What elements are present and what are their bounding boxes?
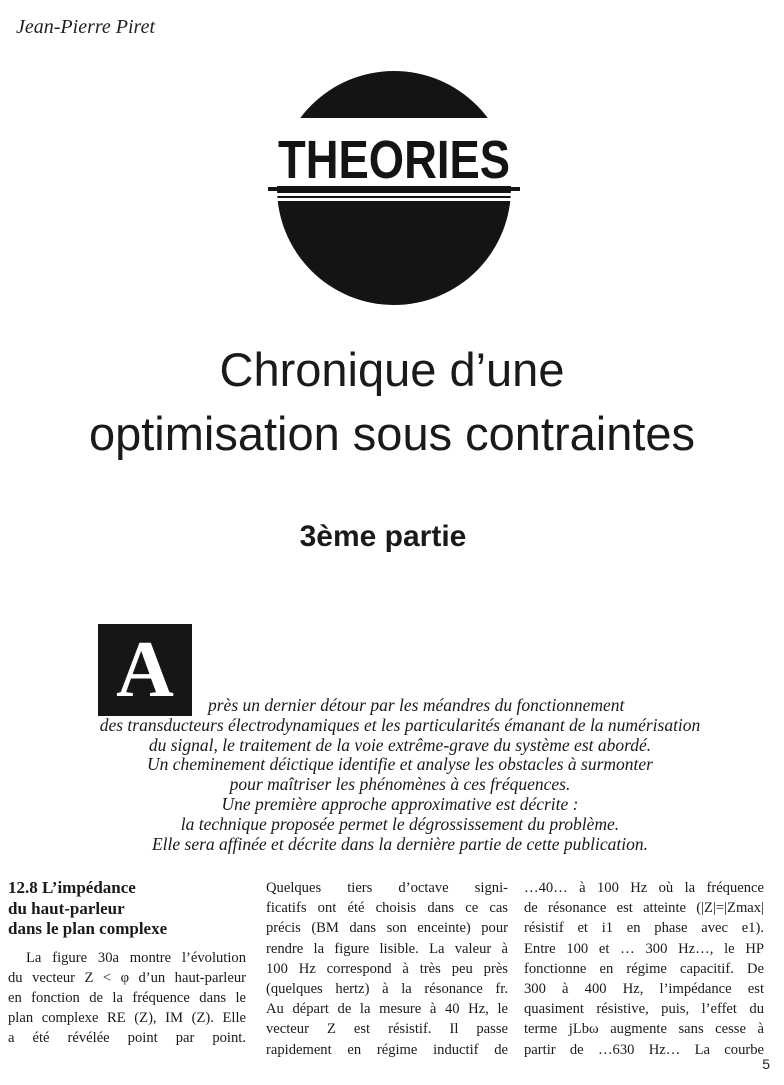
- section-heading-line: 12.8 L’impédance: [8, 878, 136, 897]
- section-heading-line: du haut-parleur: [8, 898, 125, 918]
- theories-logo: [268, 70, 520, 306]
- body-line: du vecteur Z < φ d’un haut-parleur: [8, 969, 246, 986]
- body-line: rendre la figure lisible. La valeur à: [266, 940, 508, 957]
- section-heading-line: dans le plan complexe: [8, 919, 168, 938]
- body-line: quasiment résistive, puis, l’effet du: [524, 1001, 764, 1018]
- body-line: en fonction de la fréquence dans le: [8, 989, 246, 1006]
- body-line: terme jLbω augmente sans cesse à: [524, 1021, 764, 1038]
- intro-line: pour maîtriser les phénomènes à ces fréquences.: [229, 774, 571, 795]
- body-line: rapidement en régime inductif de: [266, 1041, 508, 1058]
- intro-line: Elle sera affinée et décrite dans la dernière partie de cette publication.: [151, 833, 649, 854]
- section-heading: [8, 878, 246, 940]
- body-line: vecteur Z est résistif. Il passe: [266, 1021, 508, 1038]
- intro-line: la technique proposée permet le dégrossissement du problème.: [180, 813, 620, 834]
- body-line: de résonance est atteinte (|Z|=|Zmax|: [524, 900, 764, 917]
- title-line: Chronique d’une: [219, 343, 565, 396]
- page-number: 5: [762, 1056, 770, 1072]
- body-line: plan complexe RE (Z), IM (Z). Elle: [8, 1010, 246, 1027]
- body-line: fonctionne en régime capacitif. De: [524, 960, 764, 977]
- intro-line: du signal, le traitement de la voie extrême-grave du système est abordé.: [148, 734, 652, 755]
- article-subtitle: 3ème partie: [299, 520, 467, 553]
- body-line: ficatifs ont été choisis dans ce cas: [266, 900, 508, 917]
- body-line: partir de …630 Hz… La courbe: [524, 1041, 764, 1058]
- intro-paragraph: [20, 696, 780, 854]
- body-line: Au départ de la mesure à 40 Hz, le: [266, 1001, 508, 1018]
- body-line: Entre 100 et … 300 Hz…, le HP: [524, 940, 764, 957]
- body-line: …40… à 100 Hz où la fréquence: [524, 880, 764, 896]
- body-line: La figure 30a montre l’évolution: [26, 949, 246, 966]
- body-line: résistif et i1 en phase avec e1).: [524, 920, 764, 937]
- intro-line: des transducteurs électrodynamiques et les particularités émanant de la numérisation: [99, 714, 701, 735]
- body-line: 100 Hz correspond à très peu près: [266, 960, 508, 977]
- body-line: 300 à 400 Hz, l’impédance est: [524, 981, 764, 998]
- title-line: optimisation sous contraintes: [88, 407, 696, 460]
- body-column-2: [266, 878, 508, 1060]
- body-line: (quelques hertz) à la résonance fr.: [266, 981, 508, 998]
- logo-stripe: [268, 193, 520, 196]
- body-column-1: [8, 878, 246, 1049]
- author-name: Jean-Pierre Piret: [16, 16, 156, 38]
- body-column-3: [524, 878, 764, 1060]
- intro-line: Un cheminement déictique identifie et analyse les obstacles à surmonter: [147, 754, 653, 775]
- body-line: a été révélée point par point.: [8, 1030, 246, 1047]
- logo-text: THEORIES: [278, 130, 510, 190]
- intro-line: Une première approche approximative est décrite :: [221, 793, 579, 814]
- drop-cap: A: [98, 624, 192, 716]
- body-line: Quelques tiers d’octave signi-: [266, 880, 508, 896]
- intro-line: près un dernier détour par les méandres du fonctionnement: [208, 695, 625, 715]
- article-title: [0, 338, 784, 466]
- body-line: précis (BM dans son enceinte) pour: [266, 920, 508, 937]
- logo-stripe: [268, 198, 520, 201]
